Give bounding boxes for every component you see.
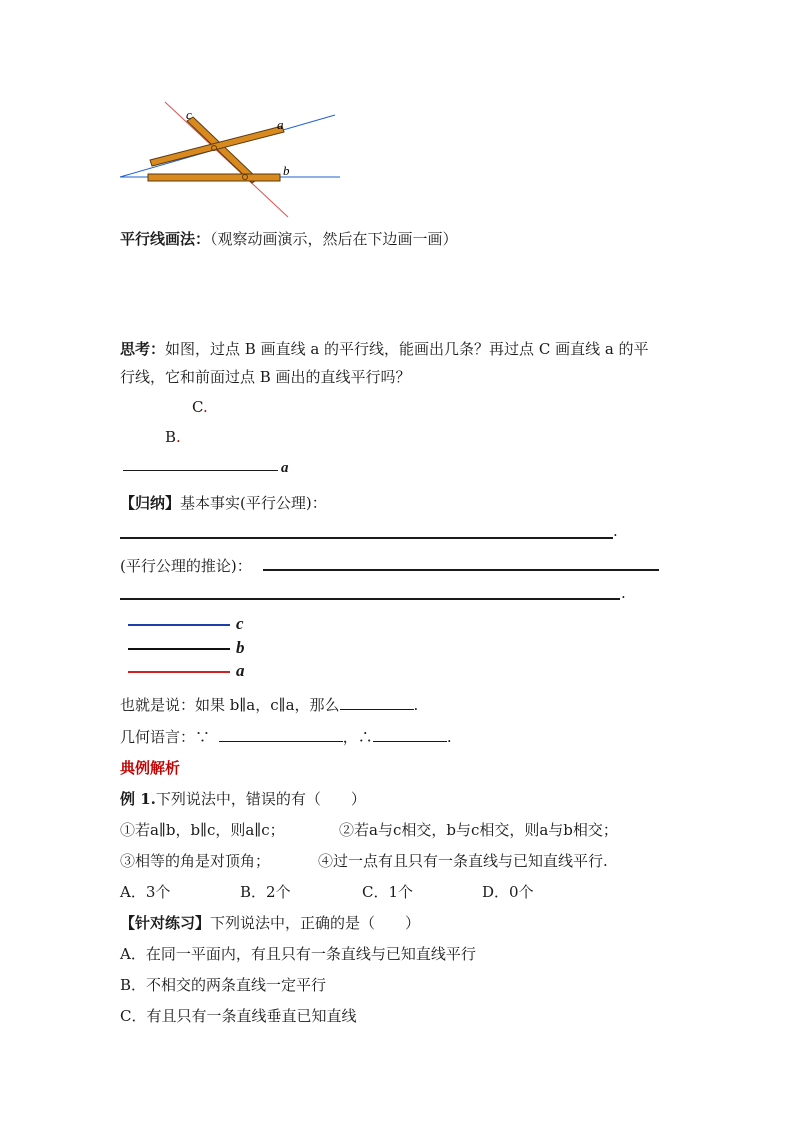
point-c: [192, 398, 208, 416]
example1-item2: ②若a与c相交，b与c相交，则a与b相交；: [339, 821, 618, 839]
three-label-a: a: [236, 661, 245, 680]
label-b: b: [283, 163, 290, 178]
ruler-diagram: [110, 95, 350, 225]
example1-label: 例 1.: [120, 790, 156, 808]
line-c-colored: [128, 624, 230, 626]
label-a: a: [277, 117, 284, 132]
ruler-b: [148, 174, 280, 181]
period-2: .: [621, 584, 626, 602]
three-label-c: c: [236, 614, 244, 633]
point-c-label: C: [192, 398, 203, 416]
blank-corollary-1[interactable]: [263, 569, 659, 571]
method-note: （观察动画演示，然后在下边画一画）: [210, 230, 458, 248]
example1-option-b[interactable]: B．2个: [240, 883, 291, 901]
think-line2: 行线，它和前面过点 B 画出的直线平行吗？: [120, 368, 411, 386]
example1-text: 下列说法中，错误的有（ ）: [155, 790, 366, 808]
geometry-label: 几何语言：∵: [120, 728, 211, 746]
example1-item3: ③相等的角是对顶角；: [120, 852, 271, 870]
example1-option-c[interactable]: C．1个: [362, 883, 414, 901]
point-b: [165, 428, 181, 446]
method-line: [120, 228, 458, 249]
three-label-b: b: [236, 638, 245, 657]
geometry-comma: ，∴: [342, 728, 373, 746]
geometry-period: .: [446, 728, 452, 746]
practice-option-b[interactable]: B．不相交的两条直线一定平行: [120, 976, 327, 994]
line-a-segment: [123, 470, 278, 471]
practice-option-c[interactable]: C．有且只有一条直线垂直已知直线: [120, 1007, 357, 1025]
summary-line: [120, 492, 327, 513]
practice-title: 【针对练习】: [120, 914, 211, 932]
ruler-a: [150, 126, 284, 166]
practice-text: 下列说法中，正确的是（ ）: [210, 914, 421, 932]
line-a-colored: [128, 671, 230, 673]
line-a-label: a: [281, 460, 289, 476]
blank-because[interactable]: [219, 727, 343, 742]
geometry-line: [120, 726, 452, 747]
example1-line: [120, 788, 366, 809]
blank-corollary-2[interactable]: [120, 598, 620, 600]
practice-line: [120, 912, 420, 933]
line-c: [165, 102, 288, 217]
point-c-dot: .: [202, 398, 208, 416]
blank-axiom[interactable]: [120, 537, 613, 539]
that-is-period: .: [413, 696, 419, 714]
point-b-dot: .: [176, 428, 181, 446]
summary-text: 基本事实(平行公理)：: [180, 494, 327, 512]
point-b-label: B: [165, 428, 177, 446]
think-text1: 如图，过点 B 画直线 a 的平行线，能画出几条？再过点 C 画直线 a 的平: [165, 340, 649, 358]
examples-title: 典例解析: [120, 759, 181, 777]
think-line1: [120, 338, 649, 359]
example1-item1: ①若a∥b，b∥c，则a∥c；: [120, 821, 285, 839]
period-1: .: [613, 522, 618, 540]
that-is-text: 也就是说：如果 b∥a，c∥a，那么: [120, 696, 340, 714]
line-b-colored: [128, 648, 230, 650]
think-title: 思考：: [120, 340, 166, 358]
blank-then[interactable]: [340, 695, 414, 710]
that-is-line: [120, 694, 418, 715]
example1-option-a[interactable]: A．3个: [120, 883, 171, 901]
example1-item4: ④过一点有且只有一条直线与已知直线平行.: [318, 852, 608, 870]
practice-option-a[interactable]: A．在同一平面内，有且只有一条直线与已知直线平行: [120, 945, 476, 963]
blank-therefore[interactable]: [373, 727, 447, 742]
method-title: 平行线画法：: [120, 230, 211, 248]
corollary-label: (平行公理的推论)：: [120, 557, 252, 575]
label-c: c: [186, 107, 192, 122]
summary-title: 【归纳】: [120, 494, 181, 512]
example1-option-d[interactable]: D．0个: [482, 883, 534, 901]
